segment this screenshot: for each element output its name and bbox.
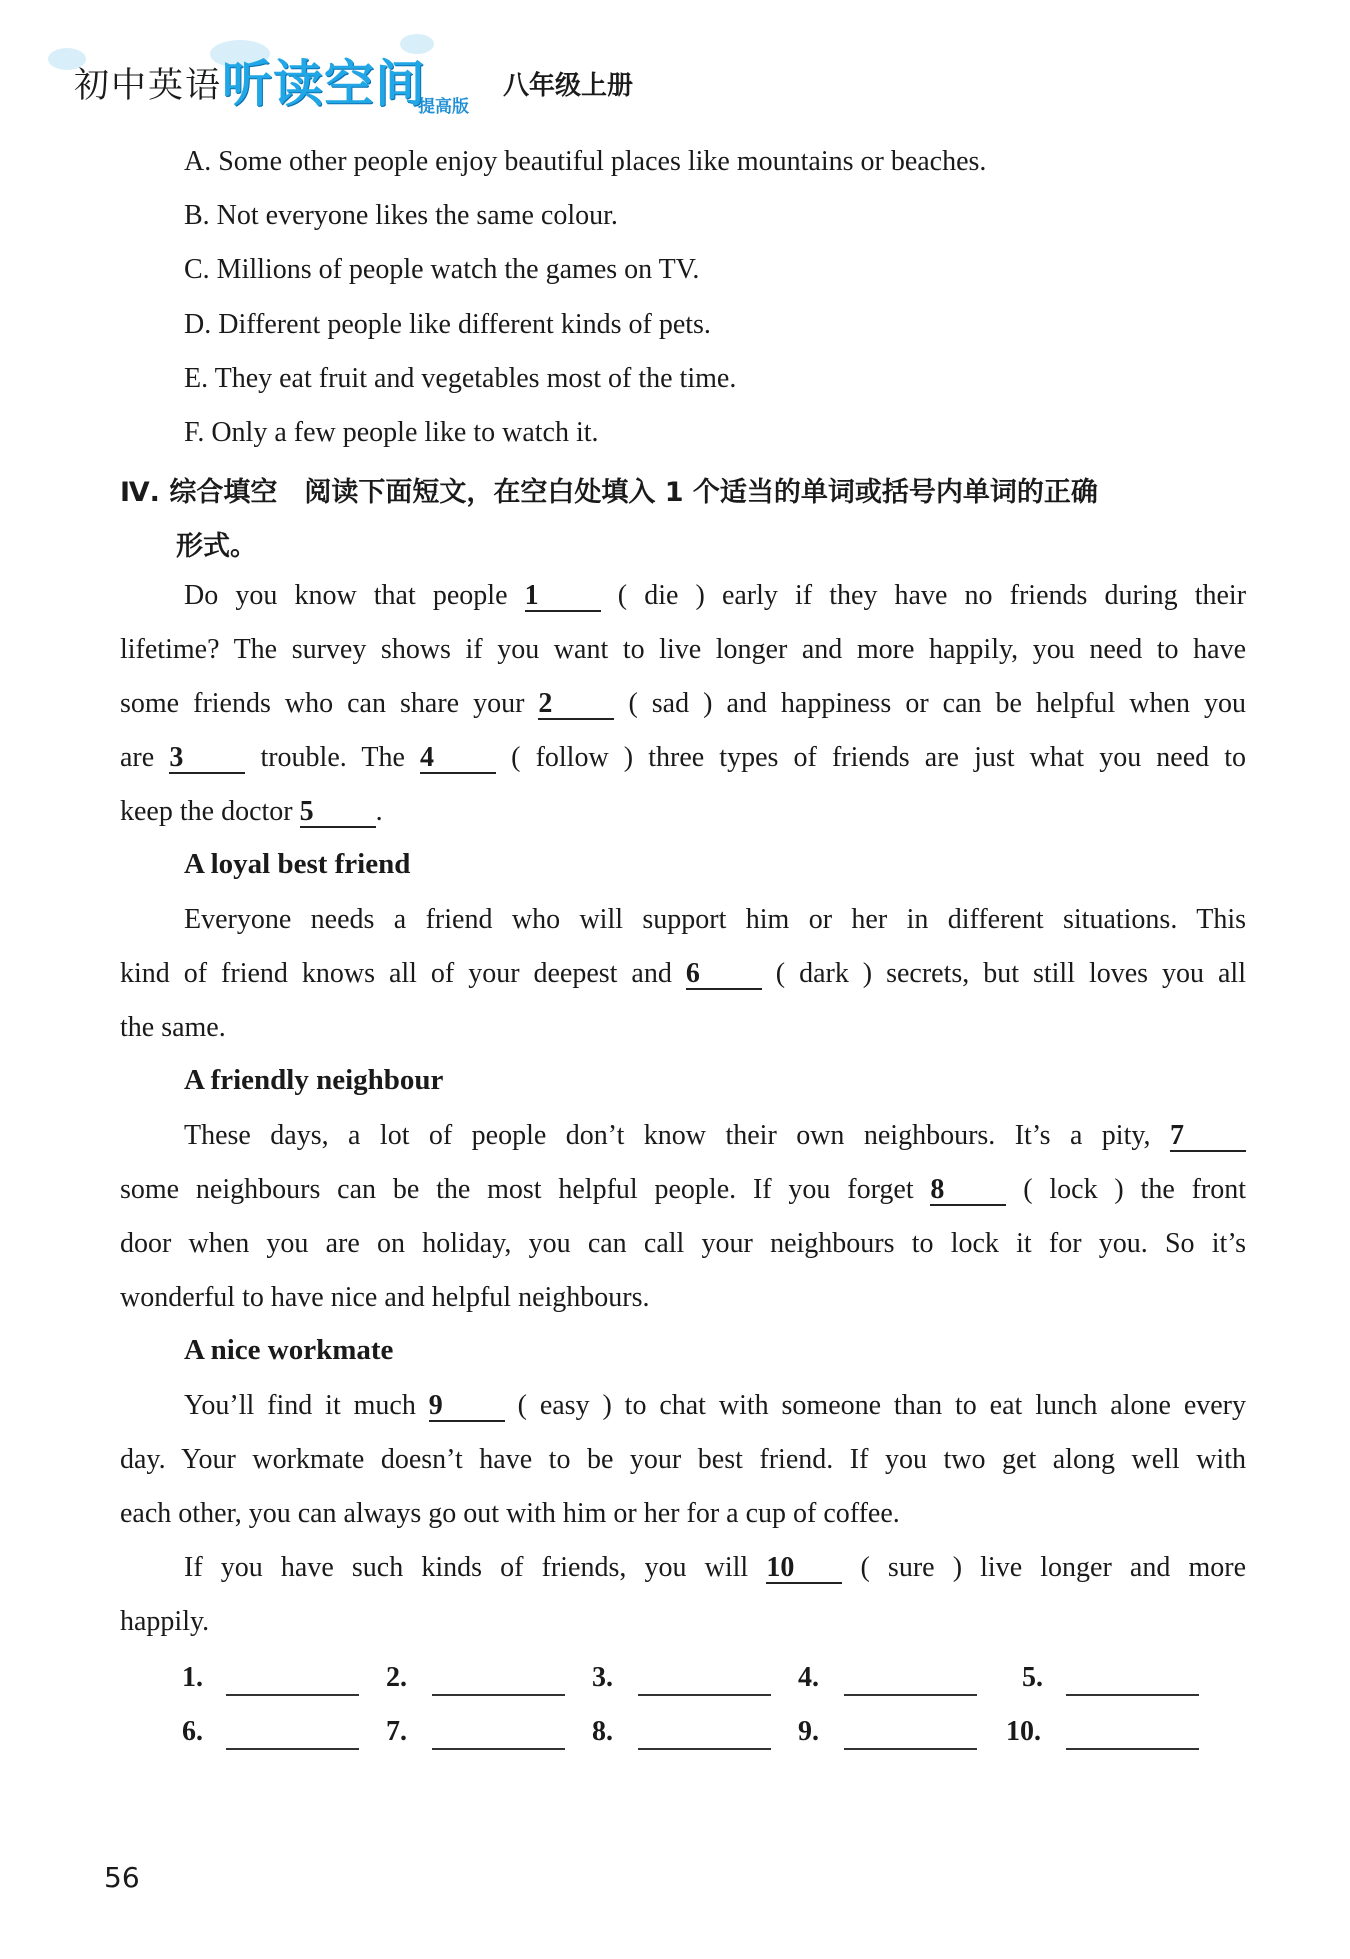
- paragraph-line: happily.: [120, 1606, 210, 1637]
- paragraph-line: You’ll find it much 9 ( easy ) to chat with someone than to eat lunch alone every: [184, 1390, 1246, 1421]
- answer-blank-4[interactable]: [844, 1694, 977, 1696]
- answer-blank-5[interactable]: [1066, 1694, 1199, 1696]
- answer-label-3: 3.: [592, 1662, 613, 1693]
- blank-6: 6: [686, 960, 762, 990]
- blank-7: 7: [1170, 1122, 1246, 1152]
- subheading-workmate: A nice workmate: [184, 1334, 394, 1366]
- blank-3: 3: [169, 744, 245, 774]
- answer-label-4: 4.: [798, 1662, 819, 1693]
- page-header: [0, 0, 1350, 130]
- blank-1: 1: [525, 582, 601, 612]
- paragraph-line: Do you know that people 1 ( die ) early if they have no friends during their: [184, 580, 1247, 611]
- paragraph-line: keep the doctor 5 .: [120, 796, 383, 827]
- option-d: D. Different people like different kinds of pets.: [184, 309, 711, 340]
- blank-9: 9: [429, 1392, 505, 1422]
- paragraph-line: If you have such kinds of friends, you will 10 ( sure ) live longer and more: [184, 1552, 1247, 1583]
- option-c: C. Millions of people watch the games on TV.: [184, 254, 700, 285]
- blank-8: 8: [930, 1176, 1006, 1206]
- answer-label-9: 9.: [798, 1716, 819, 1747]
- answer-label-10: 10.: [1006, 1716, 1041, 1747]
- series-title: 初中英语: [74, 66, 223, 106]
- answer-label-8: 8.: [592, 1716, 613, 1747]
- grade-label: 八年级上册: [503, 71, 634, 101]
- answer-label-5: 5.: [1022, 1662, 1043, 1693]
- paragraph-line: door when you are on holiday, you can call your neighbours to lock it for you. So it’s: [120, 1228, 1246, 1259]
- option-f: F. Only a few people like to watch it.: [184, 417, 599, 448]
- section-heading-cont: 形式。: [176, 531, 257, 562]
- answer-blank-10[interactable]: [1066, 1748, 1199, 1750]
- paragraph-line: some neighbours can be the most helpful people. If you forget 8 ( lock ) the front: [120, 1174, 1247, 1205]
- answer-label-6: 6.: [182, 1716, 203, 1747]
- paragraph-line: each other, you can always go out with him or her for a cup of coffee.: [120, 1498, 900, 1529]
- answer-label-1: 1.: [182, 1662, 203, 1693]
- paragraph-line: lifetime? The survey shows if you want to live longer and more happily, you need to have: [120, 634, 1246, 665]
- answer-blank-8[interactable]: [638, 1748, 771, 1750]
- paragraph-line: the same.: [120, 1012, 226, 1043]
- subheading-loyal-friend: A loyal best friend: [184, 848, 411, 880]
- answer-blank-3[interactable]: [638, 1694, 771, 1696]
- answer-blank-7[interactable]: [432, 1748, 565, 1750]
- paragraph-line: wonderful to have nice and helpful neighbours.: [120, 1282, 650, 1313]
- paragraph-line: Everyone needs a friend who will support him or her in different situations. This: [184, 904, 1246, 935]
- edition-label: 提高版: [418, 97, 469, 117]
- answer-blank-1[interactable]: [226, 1694, 359, 1696]
- answer-label-2: 2.: [386, 1662, 407, 1693]
- paragraph-line: day. Your workmate doesn’t have to be your best friend. If you two get along well with: [120, 1444, 1246, 1475]
- paragraph-line: some friends who can share your 2 ( sad ) and happiness or can be helpful when you: [120, 688, 1246, 719]
- option-e: E. They eat fruit and vegetables most of the time.: [184, 363, 737, 394]
- blank-2: 2: [538, 690, 614, 720]
- blank-10: 10: [766, 1554, 842, 1584]
- subheading-neighbour: A friendly neighbour: [184, 1064, 444, 1096]
- paragraph-line: are 3 trouble. The 4 ( follow ) three types of friends are just what you need to: [120, 742, 1247, 773]
- section-heading: Ⅳ. 综合填空 阅读下面短文，在空白处填入 1 个适当的单词或括号内单词的正确: [120, 477, 1098, 508]
- option-a: A. Some other people enjoy beautiful places like mountains or beaches.: [184, 146, 987, 177]
- blank-4: 4: [420, 744, 496, 774]
- answer-blank-2[interactable]: [432, 1694, 565, 1696]
- paragraph-line: These days, a lot of people don’t know their own neighbours. It’s a pity, 7: [184, 1118, 1246, 1154]
- answer-blank-9[interactable]: [844, 1748, 977, 1750]
- paragraph-line: kind of friend knows all of your deepest and 6 ( dark ) secrets, but still loves you all: [120, 958, 1246, 989]
- brand-logo: 听读空间: [222, 55, 426, 113]
- blank-5: 5: [300, 798, 376, 828]
- answer-blank-6[interactable]: [226, 1748, 359, 1750]
- answer-label-7: 7.: [386, 1716, 407, 1747]
- page-number: 56: [104, 1861, 140, 1894]
- option-b: B. Not everyone likes the same colour.: [184, 200, 618, 231]
